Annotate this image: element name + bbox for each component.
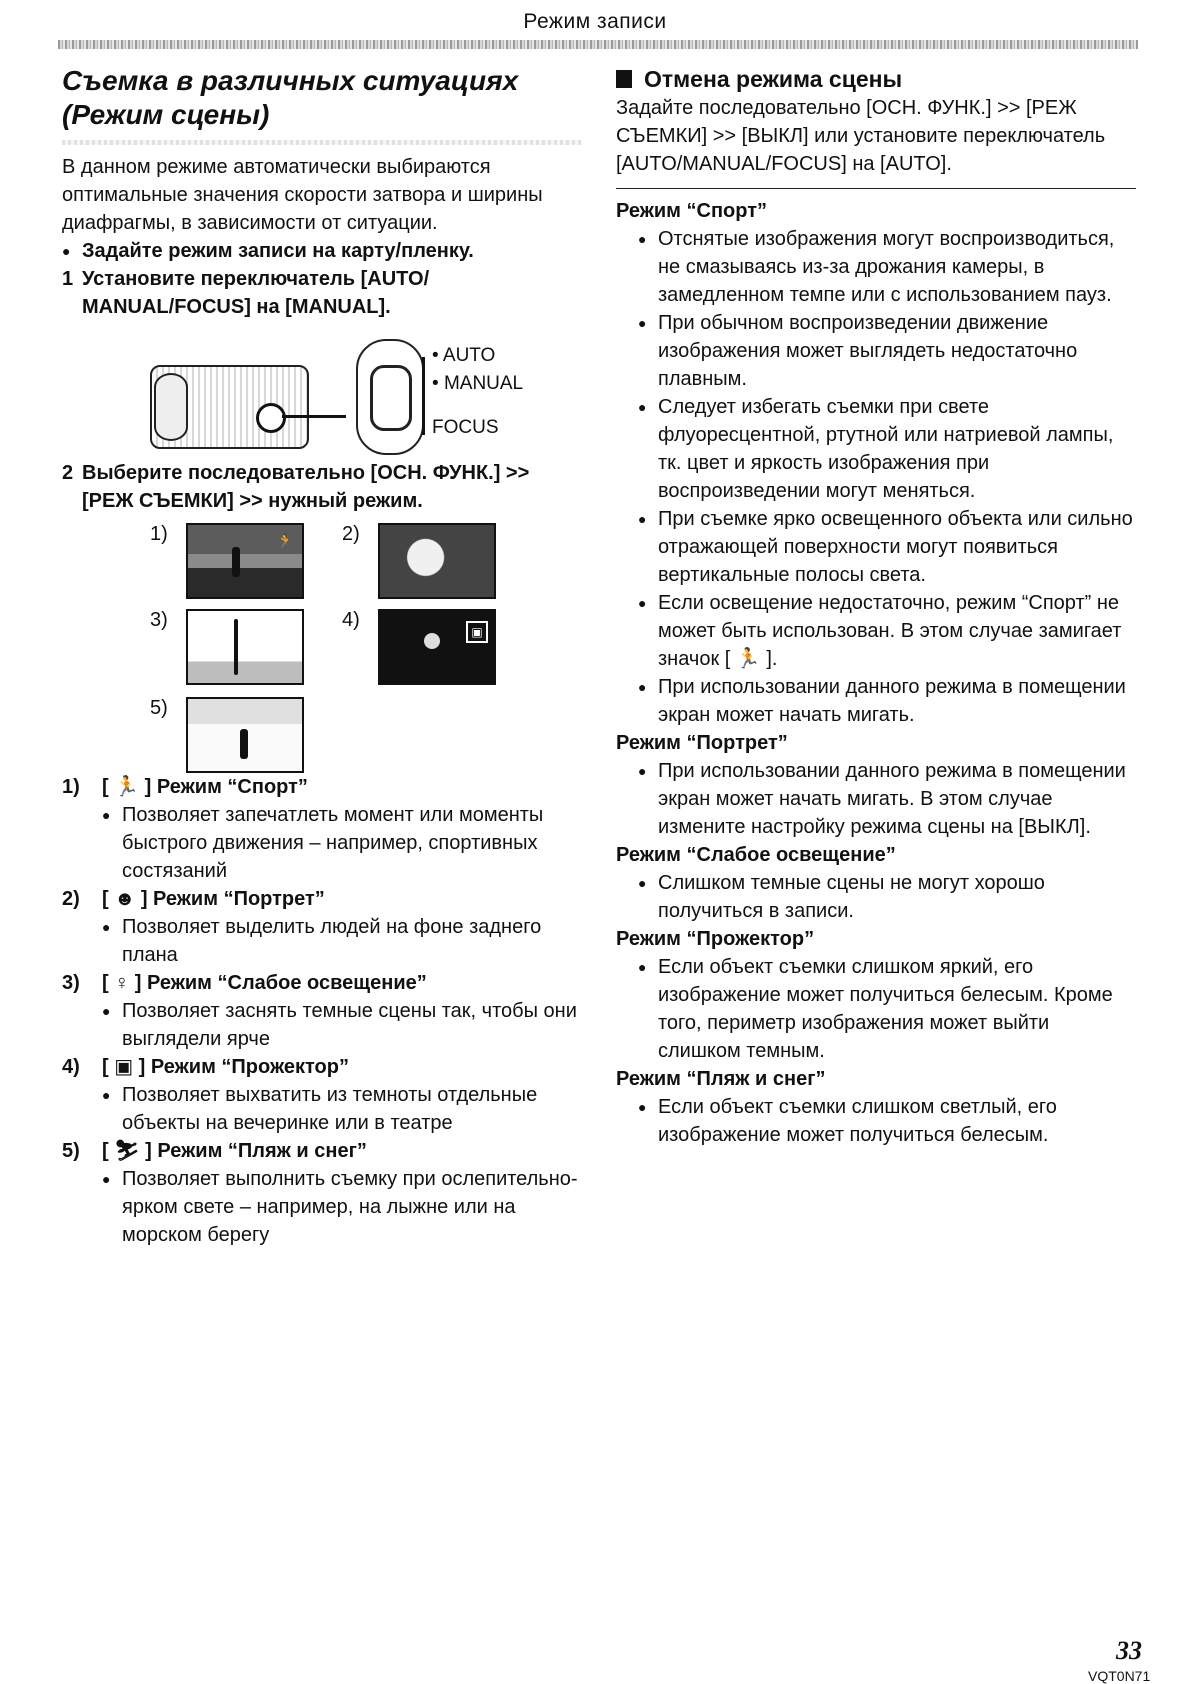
mode-number: 4): [62, 1056, 80, 1078]
page-number: 33: [1116, 1636, 1142, 1665]
switch-knob: [370, 365, 412, 431]
step-1: [62, 265, 582, 321]
note-item: ● Если объект съемки слишком светлый, его изображение может получиться белесым.: [638, 1093, 1136, 1149]
mode-item-low-light: [62, 969, 582, 1053]
note-item: ● При обычном воспроизведении движение изображения может выглядеть недостаточно плавным.: [638, 309, 1136, 393]
mode-heading: [102, 885, 582, 913]
skier-figure: [240, 729, 248, 759]
mode-heading: [102, 969, 582, 997]
note-list-beach-snow: [638, 1093, 1136, 1149]
mode-description: ● Позволяет выделить людей на фоне заднего плана: [102, 913, 582, 969]
low-light-thumbnail: [186, 609, 304, 685]
switch-label-manual: • MANUAL: [432, 373, 524, 394]
cancel-section-heading: [616, 64, 1136, 94]
note-list-portrait: [638, 757, 1136, 841]
note-item: ● При использовании данного режима в помещении экран может начать мигать.: [638, 673, 1136, 729]
step-2: [62, 459, 582, 515]
pre-step-bullet: ● Задайте режим записи на карту/пленку.: [62, 237, 582, 265]
title-decorative-band: [62, 140, 582, 145]
note-item: ● При съемке ярко освещенного объекта или сильно отражающей поверхности могут появиться вертикальные полосы света.: [638, 505, 1136, 589]
mode-switch-dial-icon: [256, 403, 286, 433]
note-item: ● При использовании данного режима в помещении экран может начать мигать. В этом случае измените настройку режима сцены на [ВЫКЛ].: [638, 757, 1136, 841]
cancel-instructions: Задайте последовательно [ОСН. ФУНК.] >> [РЕЖ СЪЕМКИ] >> [ВЫКЛ] или установите переключатель [AUTO/MANUAL/FOCUS] на [AUTO].: [616, 97, 1106, 175]
note-list-low-light: [638, 869, 1136, 925]
step-2-number: 2: [62, 462, 74, 484]
beach-snow-thumbnail: [186, 697, 304, 773]
sport-mode-icon: 🏃: [276, 533, 294, 549]
step-1-text: Установите переключатель [AUTO/ MANUAL/FOCUS] на [MANUAL].: [82, 268, 430, 318]
camcorder-lens: [154, 373, 188, 441]
document-code: VQT0N71: [1088, 1668, 1151, 1684]
mode-description: ● Позволяет выхватить из темноты отдельные объекты на вечеринке или в театре: [102, 1081, 582, 1137]
mode-item-spotlight: [62, 1053, 582, 1137]
thumb-label-2: 2): [342, 523, 360, 545]
mode-heading: [102, 1053, 582, 1081]
section-title-line1: Съемка в различных ситуациях: [62, 65, 519, 96]
heading-square-icon: [616, 70, 632, 88]
note-heading-beach-snow: Режим “Пляж и снег”: [616, 1068, 826, 1090]
step-1-number: 1: [62, 268, 74, 290]
note-item: ● Слишком темные сцены не могут хорошо получиться в записи.: [638, 869, 1136, 925]
mode-title: Режим “Слабое освещение”: [147, 972, 427, 994]
lamp-post-figure: [234, 619, 238, 675]
note-heading-low-light: Режим “Слабое освещение”: [616, 844, 896, 866]
portrait-icon: [ ☻ ]: [102, 888, 148, 910]
note-item: ● Следует избегать съемки при свете флуоресцентной, ртутной или натриевой лампы, тк. цвет и яркость изображения при воспроизведении могут меняться.: [638, 393, 1136, 505]
header-decorative-band: [58, 40, 1138, 49]
sport-thumbnail: [186, 523, 304, 599]
spotlit-person-figure: [424, 633, 440, 649]
mode-description: ● Позволяет заснять темные сцены так, чтобы они выглядели ярче: [102, 997, 582, 1053]
thumb-label-5: 5): [150, 697, 168, 719]
note-item: ● Отснятые изображения могут воспроизводиться, не смазываясь из-за дрожания камеры, в замедленном темпе или с использованием пауз.: [638, 225, 1136, 309]
beach-snow-icon: [ ⛷ ]: [102, 1140, 152, 1162]
note-list-spotlight: [638, 953, 1136, 1065]
camera-switch-illustration: [62, 331, 582, 459]
spotlight-mode-icon: ▣: [466, 621, 488, 643]
spotlight-icon: [ ▣ ]: [102, 1056, 146, 1078]
mode-number: 5): [62, 1140, 80, 1162]
mode-description: ● Позволяет выполнить съемку при ослепительно-ярком свете – например, на лыжне или на морском берегу: [102, 1165, 582, 1249]
note-item: ● Если освещение недостаточно, режим “Спорт” не может быть использован. В этом случае замигает значок [ 🏃 ].: [638, 589, 1136, 673]
note-list-sport: [638, 225, 1136, 729]
section-title: [62, 64, 582, 132]
mode-title: Режим “Пляж и снег”: [157, 1140, 367, 1162]
portrait-thumbnail: [378, 523, 496, 599]
thumb-label-3: 3): [150, 609, 168, 631]
mode-number: 1): [62, 776, 80, 798]
step-2-text: Выберите последовательно [ОСН. ФУНК.] >> [РЕЖ СЪЕМКИ] >> нужный режим.: [82, 462, 530, 512]
divider: [616, 188, 1136, 189]
note-heading-sport: Режим “Спорт”: [616, 200, 768, 222]
mode-heading: [102, 1137, 582, 1165]
mode-title: Режим “Прожектор”: [150, 1056, 349, 1078]
switch-label-auto: • AUTO: [432, 345, 496, 366]
section-title-line2: (Режим сцены): [62, 99, 270, 130]
switch-position-line: [422, 357, 425, 435]
mode-number: 3): [62, 972, 80, 994]
note-item: ● Если объект съемки слишком яркий, его изображение может получиться белесым. Кроме того, периметр изображения может выйти слишком темным.: [638, 953, 1136, 1065]
mode-heading: [102, 773, 582, 801]
mode-item-portrait: [62, 885, 582, 969]
thumb-label-1: 1): [150, 523, 168, 545]
intro-paragraph: В данном режиме автоматически выбираются оптимальные значения скорости затвора и ширины диафрагмы, в зависимости от ситуации.: [62, 156, 543, 234]
callout-line: [282, 415, 346, 418]
mode-number: 2): [62, 888, 80, 910]
cancel-section-title: Отмена режима сцены: [644, 66, 903, 92]
athlete-figure: [232, 547, 240, 577]
mode-description: ● Позволяет запечатлеть момент или моменты быстрого движения – например, спортивных состязаний: [102, 801, 582, 885]
right-column: [616, 64, 1136, 1149]
thumb-label-4: 4): [342, 609, 360, 631]
scene-mode-thumbnails: [62, 523, 582, 773]
mode-item-beach-snow: [62, 1137, 582, 1249]
running-header: Режим записи: [523, 10, 667, 33]
left-column: [62, 64, 582, 1249]
mode-item-sport: [62, 773, 582, 885]
sport-icon: [ 🏃 ]: [102, 776, 152, 798]
note-heading-portrait: Режим “Портрет”: [616, 732, 788, 754]
spotlight-thumbnail: [378, 609, 496, 685]
mode-title: Режим “Портрет”: [153, 888, 325, 910]
switch-label-focus: FOCUS: [432, 417, 499, 438]
note-heading-spotlight: Режим “Прожектор”: [616, 928, 815, 950]
low-light-icon: [ ♀ ]: [102, 972, 142, 994]
mode-title: Режим “Спорт”: [156, 776, 308, 798]
